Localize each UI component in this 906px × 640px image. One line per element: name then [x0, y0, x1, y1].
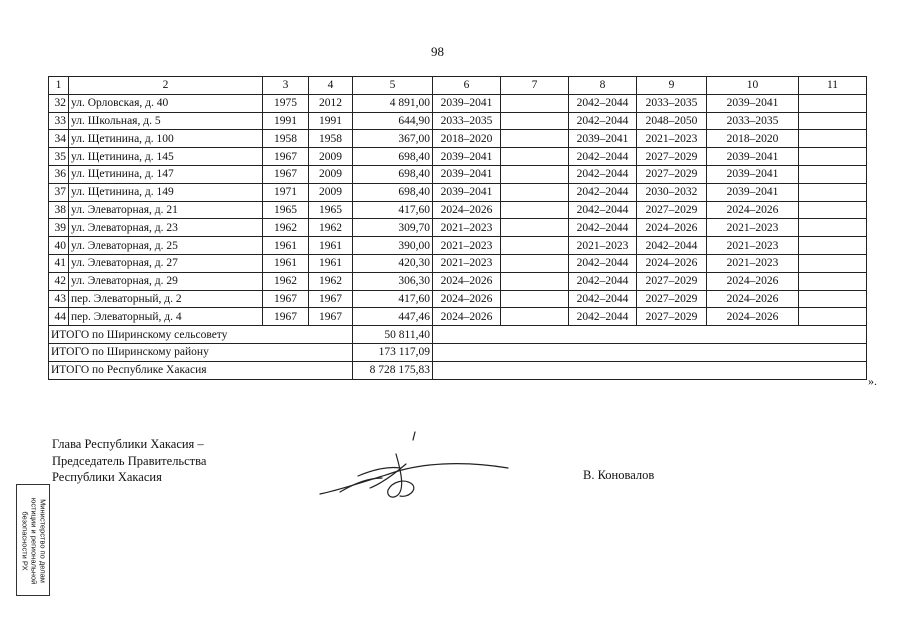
period-cell: [501, 165, 569, 183]
period-cell: 2021–2023: [637, 130, 707, 148]
year-cell: 1962: [309, 272, 353, 290]
signatory-name: В. Коновалов: [583, 468, 655, 482]
period-cell: 2021–2023: [569, 237, 637, 255]
empty-cell: [799, 290, 867, 308]
stamp-line: безопасности РХ: [20, 511, 30, 571]
row-number-cell: 39: [49, 219, 69, 237]
period-cell: 2039–2041: [433, 94, 501, 112]
address-cell: ул. Школьная, д. 5: [69, 112, 263, 130]
table-row: [49, 308, 867, 326]
table-row: [49, 290, 867, 308]
period-cell: 2024–2026: [637, 219, 707, 237]
signatory-title-line: Глава Республики Хакасия –: [52, 437, 204, 451]
column-header: 11: [799, 77, 867, 95]
period-cell: 2024–2026: [707, 308, 799, 326]
year-built-cell: 1961: [263, 254, 309, 272]
table-row: [49, 165, 867, 183]
row-number-cell: 43: [49, 290, 69, 308]
period-cell: 2042–2044: [569, 148, 637, 166]
address-cell: ул. Щетинина, д. 100: [69, 130, 263, 148]
area-cell: 367,00: [353, 130, 433, 148]
period-cell: 2027–2029: [637, 148, 707, 166]
empty-cell: [799, 183, 867, 201]
year-built-cell: 1965: [263, 201, 309, 219]
row-number-cell: 40: [49, 237, 69, 255]
period-cell: 2027–2029: [637, 272, 707, 290]
stamp-text: [21, 486, 48, 596]
period-cell: 2027–2029: [637, 290, 707, 308]
empty-cell: [799, 112, 867, 130]
year-built-cell: 1967: [263, 165, 309, 183]
total-label: ИТОГО по Ширинскому сельсовету: [49, 326, 353, 344]
period-cell: 2024–2026: [637, 254, 707, 272]
address-cell: ул. Щетинина, д. 149: [69, 183, 263, 201]
table-row: [49, 94, 867, 112]
area-cell: 306,30: [353, 272, 433, 290]
period-cell: 2027–2029: [637, 308, 707, 326]
period-cell: [501, 148, 569, 166]
period-cell: 2024–2026: [433, 308, 501, 326]
total-label: ИТОГО по Республике Хакасия: [49, 361, 353, 379]
period-cell: 2030–2032: [637, 183, 707, 201]
year-cell: 1965: [309, 201, 353, 219]
period-cell: 2042–2044: [569, 308, 637, 326]
period-cell: 2021–2023: [433, 254, 501, 272]
period-cell: 2042–2044: [569, 165, 637, 183]
period-cell: [501, 130, 569, 148]
period-cell: 2042–2044: [569, 272, 637, 290]
table-row: [49, 272, 867, 290]
year-cell: 2009: [309, 148, 353, 166]
column-header: 6: [433, 77, 501, 95]
period-cell: 2039–2041: [569, 130, 637, 148]
period-cell: 2048–2050: [637, 112, 707, 130]
year-cell: 2009: [309, 165, 353, 183]
period-cell: [501, 201, 569, 219]
signatory-title-line: Председатель Правительства: [52, 453, 207, 468]
year-cell: 1967: [309, 290, 353, 308]
address-cell: ул. Элеваторная, д. 25: [69, 237, 263, 255]
area-cell: 4 891,00: [353, 94, 433, 112]
empty-cell: [799, 254, 867, 272]
column-header: 1: [49, 77, 69, 95]
signatory-title-line: Республики Хакасия: [52, 470, 162, 484]
address-cell: ул. Элеваторная, д. 21: [69, 201, 263, 219]
area-cell: 309,70: [353, 219, 433, 237]
period-cell: 2042–2044: [569, 201, 637, 219]
total-row: [49, 343, 867, 361]
address-cell: ул. Орловская, д. 40: [69, 94, 263, 112]
table-row: [49, 130, 867, 148]
address-cell: пер. Элеваторный, д. 4: [69, 308, 263, 326]
year-cell: 2009: [309, 183, 353, 201]
address-cell: ул. Щетинина, д. 145: [69, 148, 263, 166]
period-cell: 2021–2023: [707, 237, 799, 255]
empty-cell: [799, 165, 867, 183]
row-number-cell: 32: [49, 94, 69, 112]
period-cell: 2042–2044: [569, 290, 637, 308]
table-row: [49, 112, 867, 130]
year-built-cell: 1961: [263, 237, 309, 255]
total-row: [49, 326, 867, 344]
year-built-cell: 1975: [263, 94, 309, 112]
table-row: [49, 219, 867, 237]
period-cell: 2021–2023: [433, 237, 501, 255]
empty-cell: [799, 148, 867, 166]
period-cell: [501, 272, 569, 290]
period-cell: 2033–2035: [707, 112, 799, 130]
area-cell: 644,90: [353, 112, 433, 130]
year-built-cell: 1962: [263, 219, 309, 237]
stamp-line: Министерство по делам: [38, 499, 48, 583]
column-header: 10: [707, 77, 799, 95]
period-cell: 2042–2044: [637, 237, 707, 255]
period-cell: 2024–2026: [707, 290, 799, 308]
address-cell: ул. Элеваторная, д. 23: [69, 219, 263, 237]
row-number-cell: 42: [49, 272, 69, 290]
column-header: 3: [263, 77, 309, 95]
address-cell: пер. Элеваторный, д. 2: [69, 290, 263, 308]
total-value: 8 728 175,83: [353, 361, 433, 379]
page-number: 98: [431, 44, 444, 59]
area-cell: 447,46: [353, 308, 433, 326]
year-built-cell: 1958: [263, 130, 309, 148]
total-value: 50 811,40: [353, 326, 433, 344]
signatory-title: [52, 436, 206, 486]
period-cell: 2024–2026: [433, 201, 501, 219]
stamp-line: юстиции и региональной: [29, 497, 39, 585]
total-value: 173 117,09: [353, 343, 433, 361]
period-cell: 2021–2023: [707, 254, 799, 272]
empty-cell: [799, 272, 867, 290]
row-number-cell: 34: [49, 130, 69, 148]
period-cell: 2039–2041: [707, 148, 799, 166]
handwritten-signature: [300, 428, 530, 508]
row-number-cell: 35: [49, 148, 69, 166]
area-cell: 698,40: [353, 183, 433, 201]
period-cell: 2027–2029: [637, 165, 707, 183]
address-cell: ул. Элеваторная, д. 27: [69, 254, 263, 272]
year-cell: 1962: [309, 219, 353, 237]
empty-cell: [799, 237, 867, 255]
period-cell: [501, 112, 569, 130]
period-cell: 2024–2026: [433, 272, 501, 290]
period-cell: 2042–2044: [569, 219, 637, 237]
period-cell: 2042–2044: [569, 112, 637, 130]
period-cell: 2033–2035: [433, 112, 501, 130]
period-cell: 2024–2026: [433, 290, 501, 308]
table-body: [49, 77, 867, 380]
period-cell: 2039–2041: [433, 148, 501, 166]
empty-cell: [799, 219, 867, 237]
total-label: ИТОГО по Ширинскому району: [49, 343, 353, 361]
column-header: 4: [309, 77, 353, 95]
table-row: [49, 237, 867, 255]
year-cell: 1961: [309, 237, 353, 255]
row-number-cell: 33: [49, 112, 69, 130]
address-cell: ул. Элеваторная, д. 29: [69, 272, 263, 290]
period-cell: 2042–2044: [569, 254, 637, 272]
year-built-cell: 1991: [263, 112, 309, 130]
area-cell: 420,30: [353, 254, 433, 272]
empty-cell: [799, 94, 867, 112]
table-header-row: [49, 77, 867, 95]
column-header: 7: [501, 77, 569, 95]
period-cell: 2024–2026: [707, 201, 799, 219]
total-row: [49, 361, 867, 379]
period-cell: [501, 308, 569, 326]
row-number-cell: 44: [49, 308, 69, 326]
total-empty-cell: [433, 361, 867, 379]
row-number-cell: 37: [49, 183, 69, 201]
period-cell: [501, 237, 569, 255]
row-number-cell: 38: [49, 201, 69, 219]
period-cell: 2018–2020: [707, 130, 799, 148]
year-built-cell: 1967: [263, 290, 309, 308]
year-cell: 1961: [309, 254, 353, 272]
total-empty-cell: [433, 326, 867, 344]
period-cell: 2042–2044: [569, 94, 637, 112]
ministry-stamp: [16, 484, 50, 596]
area-cell: 417,60: [353, 290, 433, 308]
period-cell: 2027–2029: [637, 201, 707, 219]
year-built-cell: 1971: [263, 183, 309, 201]
period-cell: 2018–2020: [433, 130, 501, 148]
period-cell: 2039–2041: [707, 165, 799, 183]
total-empty-cell: [433, 343, 867, 361]
period-cell: [501, 94, 569, 112]
empty-cell: [799, 201, 867, 219]
empty-cell: [799, 130, 867, 148]
address-cell: ул. Щетинина, д. 147: [69, 165, 263, 183]
row-number-cell: 36: [49, 165, 69, 183]
area-cell: 417,60: [353, 201, 433, 219]
area-cell: 390,00: [353, 237, 433, 255]
period-cell: 2033–2035: [637, 94, 707, 112]
period-cell: [501, 254, 569, 272]
area-cell: 698,40: [353, 148, 433, 166]
column-header: 8: [569, 77, 637, 95]
table-row: [49, 148, 867, 166]
period-cell: [501, 219, 569, 237]
period-cell: 2039–2041: [433, 183, 501, 201]
period-cell: 2042–2044: [569, 183, 637, 201]
period-cell: [501, 290, 569, 308]
year-cell: 1967: [309, 308, 353, 326]
year-built-cell: 1962: [263, 272, 309, 290]
column-header: 9: [637, 77, 707, 95]
period-cell: 2039–2041: [707, 94, 799, 112]
period-cell: [501, 183, 569, 201]
period-cell: 2039–2041: [433, 165, 501, 183]
row-number-cell: 41: [49, 254, 69, 272]
closing-quote: ».: [868, 374, 877, 388]
year-built-cell: 1967: [263, 148, 309, 166]
period-cell: 2024–2026: [707, 272, 799, 290]
area-cell: 698,40: [353, 165, 433, 183]
table-row: [49, 254, 867, 272]
year-cell: 2012: [309, 94, 353, 112]
table-row: [49, 183, 867, 201]
year-cell: 1991: [309, 112, 353, 130]
column-header: 2: [69, 77, 263, 95]
year-built-cell: 1967: [263, 308, 309, 326]
period-cell: 2039–2041: [707, 183, 799, 201]
housing-table: [48, 76, 867, 380]
period-cell: 2021–2023: [433, 219, 501, 237]
table-row: [49, 201, 867, 219]
year-cell: 1958: [309, 130, 353, 148]
period-cell: 2021–2023: [707, 219, 799, 237]
empty-cell: [799, 308, 867, 326]
column-header: 5: [353, 77, 433, 95]
